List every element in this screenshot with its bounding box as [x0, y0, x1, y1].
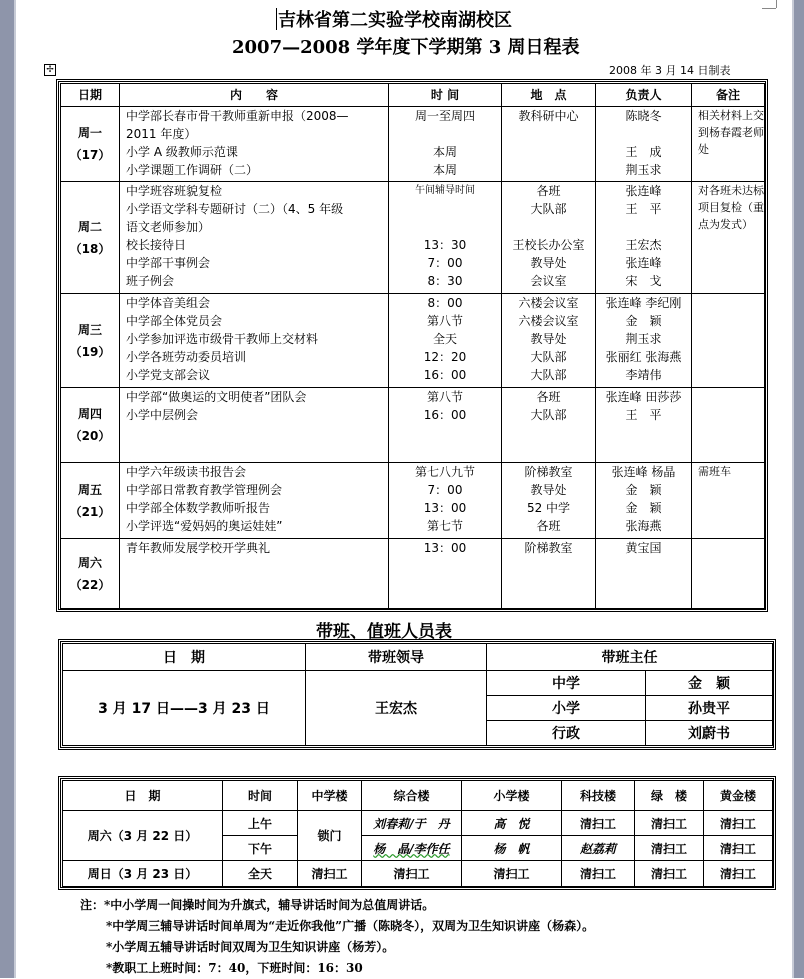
clean-zhongxue: 清扫工: [298, 861, 362, 887]
schedule-content: 中学部“做奥运的文明使者”团队会: [126, 390, 307, 404]
time-cell: [389, 388, 502, 463]
text-cursor: [276, 8, 277, 30]
right-page-gutter: [794, 0, 804, 978]
content-cell: [120, 539, 389, 609]
col-place: 地 点: [502, 84, 596, 107]
place-cell: [502, 107, 596, 182]
weekly-schedule-table: [60, 83, 765, 609]
day-cell: [61, 182, 120, 294]
schedule-place: 教导处: [530, 256, 567, 270]
clean-xiaoxue: 清扫工: [462, 861, 562, 887]
schedule-place: 各班: [536, 390, 561, 404]
duty-leader: 王宏杰: [306, 671, 487, 746]
clean-zhongxue: 锁门: [298, 811, 362, 861]
content-cell: [120, 182, 389, 294]
schedule-time: 本周: [432, 145, 457, 159]
schedule-day-row: [61, 463, 765, 539]
duty-table-title: 带班、值班人员表: [316, 622, 452, 642]
clean-xiaoxue: 杨 帆: [462, 836, 562, 861]
clean-col-zonghe: 综合楼: [362, 781, 462, 811]
clean-huangjin: 清扫工: [704, 811, 773, 836]
duty-date-range: 3 月 17 日——3 月 23 日: [63, 671, 306, 746]
schedule-place: 大队部: [530, 202, 567, 216]
schedule-content: 小学课题工作调研（二）: [126, 163, 259, 177]
note-cell: 需班车: [692, 463, 765, 539]
schedule-content: 中学班容班貌复检: [126, 184, 223, 198]
schedule-content: 中学六年级读书报告会: [126, 465, 247, 479]
duty-col-date: 日 期: [63, 644, 306, 671]
person-cell: [596, 182, 692, 294]
note-cell: [692, 294, 765, 388]
day-name: 周一: [77, 126, 102, 140]
schedule-person: 王 平: [625, 202, 662, 216]
place-cell: [502, 294, 596, 388]
clean-zonghe: 清扫工: [362, 861, 462, 887]
clean-xiaoxue: 高 悦: [462, 811, 562, 836]
schedule-person: 张连峰: [625, 256, 662, 270]
duty-col-leader: 带班领导: [306, 644, 487, 671]
schedule-place: 王校长办公室: [512, 238, 585, 252]
clean-col-xiaoxue: 小学楼: [462, 781, 562, 811]
schedule-content: 中学部日常教育教学管理例会: [126, 483, 283, 497]
day-name: 周五: [77, 482, 102, 497]
schedule-time: 8：00: [427, 296, 463, 310]
left-page-edge: [14, 0, 16, 978]
schedule-time: 12：20: [423, 350, 467, 364]
schedule-person: [596, 125, 691, 143]
clean-col-time: 时间: [223, 781, 298, 811]
note-line: *教职工上班时间：7：40，下班时间：16：30: [106, 961, 363, 975]
week-number: （20）: [69, 429, 111, 443]
clean-time: 全天: [223, 861, 298, 887]
day-cell: [61, 388, 120, 463]
duty-name: 金 颖: [646, 671, 773, 696]
schedule-person: 宋 戈: [625, 274, 662, 288]
col-time: 时 间: [389, 84, 502, 107]
schedule-place: 阶梯教室: [524, 465, 573, 479]
day-cell: [61, 107, 120, 182]
schedule-content: 青年教师发展学校开学典礼: [126, 541, 271, 555]
col-date: 日期: [61, 84, 120, 107]
week-number: （18）: [69, 241, 111, 256]
schedule-place: 大队部: [530, 350, 567, 364]
notes-section: [80, 895, 594, 979]
schedule-time: 第七节: [426, 519, 463, 533]
day-cell: [61, 463, 120, 539]
schedule-day-row: [61, 388, 765, 463]
schedule-content: 小学中层例会: [126, 408, 199, 422]
schedule-day-row: [61, 182, 765, 294]
schedule-person: 张连峰: [625, 184, 662, 198]
clean-lv: 清扫工: [635, 811, 704, 836]
day-name: 周三: [77, 322, 102, 337]
col-note: 备注: [692, 84, 765, 107]
duty-col-teacher: 带班主任: [487, 644, 773, 671]
content-cell: [120, 107, 389, 182]
col-person: 负责人: [596, 84, 692, 107]
schedule-time: 16：00: [423, 368, 467, 382]
clean-sat-date: 周六（3 月 22 日）: [63, 811, 223, 861]
right-page-edge: [792, 0, 794, 978]
schedule-time: 13：00: [423, 501, 467, 515]
duty-name: 孙贵平: [646, 696, 773, 721]
schedule-person: [596, 218, 691, 236]
day-cell: [61, 294, 120, 388]
schedule-person: 荆玉求: [625, 163, 662, 177]
clean-lv: 清扫工: [635, 861, 704, 887]
schedule-time: 第八节: [426, 314, 463, 328]
schedule-place: [502, 161, 595, 179]
duty-dept: 小学: [487, 696, 646, 721]
clean-col-lv: 绿 楼: [635, 781, 704, 811]
schedule-time: 周一至周四: [414, 109, 475, 123]
schedule-content: 中学部干事例会: [126, 256, 211, 270]
note-cell: [692, 388, 765, 463]
week-number: （21）: [69, 504, 111, 519]
clean-huangjin: 清扫工: [704, 861, 773, 887]
schedule-content: 语文老师参加）: [126, 220, 211, 234]
clean-keji: 清扫工: [562, 861, 635, 887]
schedule-place: [502, 125, 595, 143]
clean-zonghe: 刘春莉/于 丹: [362, 811, 462, 836]
note-cell: 相关材料上交到杨春霞老师处: [692, 107, 765, 182]
schedule-person: 金 颖: [625, 501, 662, 515]
schedule-person: 张海燕: [625, 519, 662, 533]
week-number: （19）: [69, 344, 111, 359]
schedule-day-row: [61, 539, 765, 609]
content-cell: [120, 294, 389, 388]
schedule-time: [389, 125, 501, 143]
schedule-person: 王宏杰: [625, 238, 662, 252]
week-number: （22）: [69, 577, 111, 592]
schedule-content: 小学党支部会议: [126, 368, 211, 382]
place-cell: [502, 463, 596, 539]
schedule-day-row: [61, 294, 765, 388]
day-name: 周二: [77, 219, 102, 234]
schedule-person: 荆玉求: [625, 332, 662, 346]
schedule-person: 金 颖: [625, 483, 662, 497]
clean-time: 下午: [223, 836, 298, 861]
schedule-time: 全天: [432, 332, 457, 346]
schedule-person: 李靖伟: [625, 368, 662, 382]
schedule-place: 大队部: [530, 368, 567, 382]
note-cell: 对各班未达标项目复检（重点为发式）: [692, 182, 765, 294]
schedule-content: 中学部全体数学教师听报告: [126, 501, 271, 515]
time-cell: [389, 463, 502, 539]
schedule-person: 陈晓冬: [625, 109, 662, 123]
person-cell: [596, 463, 692, 539]
schedule-content: 中学部全体党员会: [126, 314, 223, 328]
schedule-person: 王 成: [625, 145, 662, 159]
clean-huangjin: 清扫工: [704, 836, 773, 861]
note-text: *中小学周一间操时间为升旗式，辅导讲话时间为总值周讲话。: [104, 898, 435, 912]
time-cell: [389, 107, 502, 182]
schedule-time: 13：00: [423, 541, 467, 555]
clean-col-date: 日 期: [63, 781, 223, 811]
clean-time: 上午: [223, 811, 298, 836]
schedule-time: 16：00: [423, 408, 467, 422]
schedule-content: 小学 A 级教师示范课: [126, 145, 238, 159]
clean-col-keji: 科技楼: [562, 781, 635, 811]
schedule-content: 中学部长春市骨干教师重新申报（2008—: [126, 109, 349, 123]
clean-col-zhongxue: 中学楼: [298, 781, 362, 811]
schedule-person: 张连峰 杨晶: [611, 465, 676, 479]
cleaning-header-row: [63, 781, 773, 811]
schedule-place: 各班: [536, 519, 561, 533]
schedule-place: 六楼会议室: [518, 296, 579, 310]
clean-sun-date: 周日（3 月 23 日）: [63, 861, 223, 887]
note-cell: [692, 539, 765, 609]
duty-header-row: [63, 644, 773, 671]
person-cell: [596, 294, 692, 388]
schedule-title: 2007—2008 学年度下学期第 3 周日程表: [232, 37, 580, 58]
note-line: [80, 895, 594, 916]
content-cell: [120, 388, 389, 463]
day-name: 周四: [77, 407, 102, 421]
schedule-place: 六楼会议室: [518, 314, 579, 328]
week-number: （17）: [69, 148, 111, 162]
person-cell: [596, 539, 692, 609]
schedule-content: 班子例会: [126, 274, 175, 288]
made-date: 2008 年 3 月 14 日制表: [609, 64, 731, 77]
schedule-person: 张连峰 李纪刚: [605, 296, 682, 310]
schedule-time: 13：30: [423, 238, 467, 252]
clean-keji: 赵荔莉: [562, 836, 635, 861]
schedule-time: [389, 218, 501, 236]
schedule-place: [502, 143, 595, 161]
schedule-time: 7：00: [427, 256, 463, 270]
duty-name: 刘蔚书: [646, 721, 773, 746]
content-cell: [120, 463, 389, 539]
schedule-content: 小学各班劳动委员培训: [126, 350, 247, 364]
schedule-place: [502, 218, 595, 236]
place-cell: [502, 539, 596, 609]
schedule-person: 金 颖: [625, 314, 662, 328]
day-cell: [61, 539, 120, 609]
clean-zonghe-text: 杨 晶/李作任: [373, 841, 450, 856]
cleaning-row-sat-am: [63, 811, 773, 836]
place-cell: [502, 388, 596, 463]
time-cell: [389, 182, 502, 294]
schedule-place: 大队部: [530, 408, 567, 422]
schedule-place: 教导处: [530, 332, 567, 346]
clean-col-huangjin: 黄金楼: [704, 781, 773, 811]
person-cell: [596, 388, 692, 463]
clean-lv: 清扫工: [635, 836, 704, 861]
cleaning-row-sun: [63, 861, 773, 887]
schedule-content: 2011 年度）: [126, 127, 197, 141]
schedule-time: 7：00: [427, 483, 463, 497]
clean-keji: 清扫工: [562, 811, 635, 836]
col-content: 内 容: [120, 84, 389, 107]
schedule-time: 8：30: [427, 274, 463, 288]
schedule-place: 教科研中心: [518, 109, 579, 123]
schedule-place: 会议室: [530, 274, 567, 288]
schedule-content: 小学评选“爱妈妈的奥运娃娃”: [126, 519, 283, 533]
schedule-content: 中学体音美组会: [126, 296, 211, 310]
person-cell: [596, 107, 692, 182]
left-page-gutter: [0, 0, 14, 978]
schedule-time: [389, 200, 501, 218]
notes-label: 注：: [80, 898, 105, 912]
schedule-person: 黄宝国: [625, 541, 662, 555]
cleaning-table: [62, 780, 773, 887]
schedule-time: 第七八九节: [414, 465, 475, 479]
schedule-day-row: [61, 107, 765, 182]
schedule-person: 王 平: [625, 408, 662, 422]
schedule-place: 52 中学: [526, 501, 571, 515]
schedule-content: 校长接待日: [126, 238, 187, 252]
duty-dept: 中学: [487, 671, 646, 696]
table-move-handle-icon[interactable]: ✢: [44, 64, 56, 76]
schedule-place: 各班: [536, 184, 561, 198]
day-name: 周六: [77, 555, 102, 570]
time-cell: [389, 539, 502, 609]
note-line: *小学周五辅导讲话时间双周为卫生知识讲座（杨芳）。: [106, 940, 395, 954]
schedule-time: 第八节: [426, 390, 463, 404]
schedule-content: 小学参加评选市级骨干教师上交材料: [126, 332, 319, 346]
duty-dept: 行政: [487, 721, 646, 746]
note-line: *中学周三辅导讲话时间单周为“走近你我他”广播（陈晓冬），双周为卫生知识讲座（杨森）。: [106, 919, 595, 933]
schedule-place: 教导处: [530, 483, 567, 497]
school-name: 吉林省第二实验学校南湖校区: [278, 10, 512, 31]
schedule-place: 阶梯教室: [524, 541, 573, 555]
schedule-time: 本周: [432, 163, 457, 177]
schedule-content: 小学语文学科专题研讨（二）（4、5 年级: [126, 202, 344, 216]
duty-row: [63, 671, 773, 696]
schedule-header-row: [61, 84, 765, 107]
clean-zonghe: [362, 836, 462, 861]
time-cell: [389, 294, 502, 388]
place-cell: [502, 182, 596, 294]
schedule-time: 午间辅导时间: [415, 185, 475, 196]
duty-table: [62, 643, 773, 746]
schedule-person: 张连峰 田莎莎: [605, 390, 682, 404]
schedule-person: 张丽红 张海燕: [605, 350, 682, 364]
